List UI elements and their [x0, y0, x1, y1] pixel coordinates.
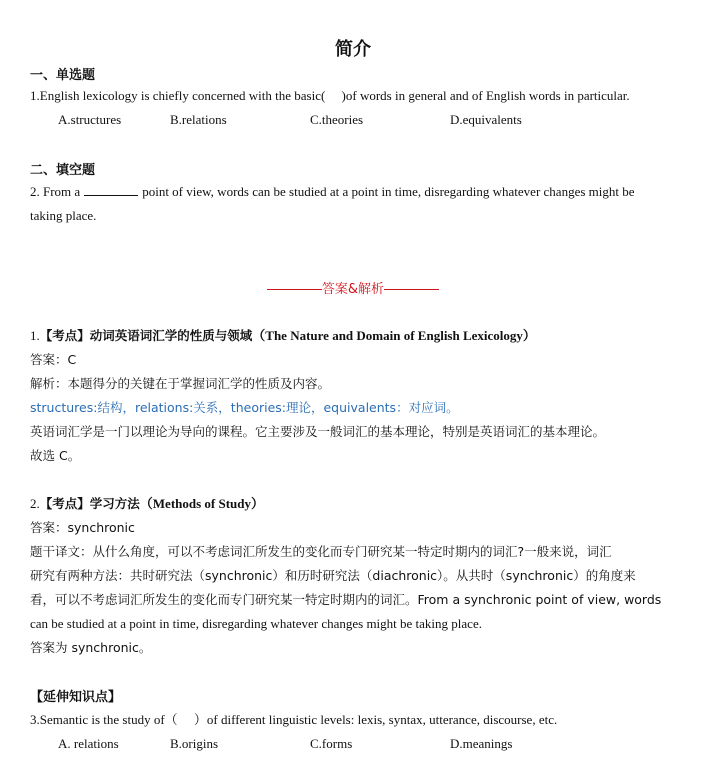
- answer-2-line-4: can be studied at a point in time, disregarding whatever changes might be taking place.: [30, 616, 482, 631]
- answer-2-answer: 答案：synchronic: [30, 520, 135, 535]
- question-1-option-b: B.relations: [170, 112, 227, 127]
- question-2-stem-line2: taking place.: [30, 208, 97, 223]
- answer-2-line-1: 题干译文：从什么角度，可以不考虑词汇所发生的变化而专门研究某一特定时期内的词汇?一般来说，词汇: [30, 544, 612, 559]
- question-2-stem-before: 2. From a: [30, 184, 81, 199]
- divider-label: 答案&解析: [321, 282, 385, 297]
- answer-2-tag: 【考点】: [39, 496, 90, 511]
- question-3-option-d: D.meanings: [450, 736, 513, 751]
- answer-1-explain-2: 故选 C。: [30, 448, 81, 463]
- answer-divider: [0, 278, 706, 297]
- answer-2-heading: [30, 494, 264, 514]
- answer-2-line-3: 看，可以不考虑词汇所发生的变化而专门研究某一特定时期内的词汇。From a synchronic point of view, words: [30, 592, 662, 607]
- answer-1-heading: [30, 326, 536, 346]
- divider-rule-left: [267, 289, 322, 290]
- answer-1-topic: 动词英语词汇学的性质与领域: [89, 328, 253, 343]
- question-2-stem-after: point of view, words can be studied at a point in time, disregarding whatever changes might be: [142, 184, 635, 199]
- extension-heading: 【延伸知识点】: [30, 690, 122, 705]
- divider-rule-right: [384, 289, 439, 290]
- answer-2-number: 2.: [30, 496, 40, 511]
- question-1-option-a: A.structures: [58, 112, 122, 127]
- answer-2-topic: 学习方法: [89, 496, 140, 511]
- page-title: 简介: [335, 39, 371, 60]
- question-3-option-c: C.forms: [310, 736, 353, 751]
- answer-1-answer: 答案：C: [30, 352, 77, 367]
- question-3-stem: 3.Semantic is the study of（ ）of different linguistic levels: lexis, syntax, utterance, discourse, etc.: [30, 712, 558, 727]
- answer-1-explain-1: 英语词汇学是一门以理论为导向的课程。它主要涉及一般词汇的基本理论，特别是英语词汇的基本理论。: [30, 424, 606, 439]
- answer-1-glossary: structures:结构，relations:关系，theories:理论，equivalents：对应词。: [30, 400, 459, 415]
- question-2-stem: [30, 182, 635, 202]
- answer-2-topic-en: （Methods of Study）: [139, 496, 265, 511]
- answer-1-analysis: 解析：本题得分的关键在于掌握词汇学的性质及内容。: [30, 376, 331, 391]
- section-heading-fill-blank: 二、填空题: [30, 163, 96, 178]
- question-1-option-c: C.theories: [310, 112, 364, 127]
- answer-blank: [84, 182, 138, 196]
- answer-1-topic-en: （The Nature and Domain of English Lexicology）: [252, 328, 536, 343]
- question-1-stem: 1.English lexicology is chiefly concerned with the basic( )of words in general and of English words in particular.: [30, 88, 630, 103]
- section-heading-single-choice: 一、单选题: [30, 68, 96, 83]
- question-1-option-d: D.equivalents: [450, 112, 522, 127]
- answer-1-tag: 【考点】: [39, 328, 90, 343]
- question-3-option-a: A. relations: [58, 736, 119, 751]
- question-3-option-b: B.origins: [170, 736, 219, 751]
- answer-1-number: 1.: [30, 328, 40, 343]
- answer-2-line-2: 研究有两种方法：共时研究法（synchronic）和历时研究法（diachronic）。从共时（synchronic）的角度来: [30, 568, 636, 583]
- answer-2-final: 答案为 synchronic。: [30, 640, 152, 655]
